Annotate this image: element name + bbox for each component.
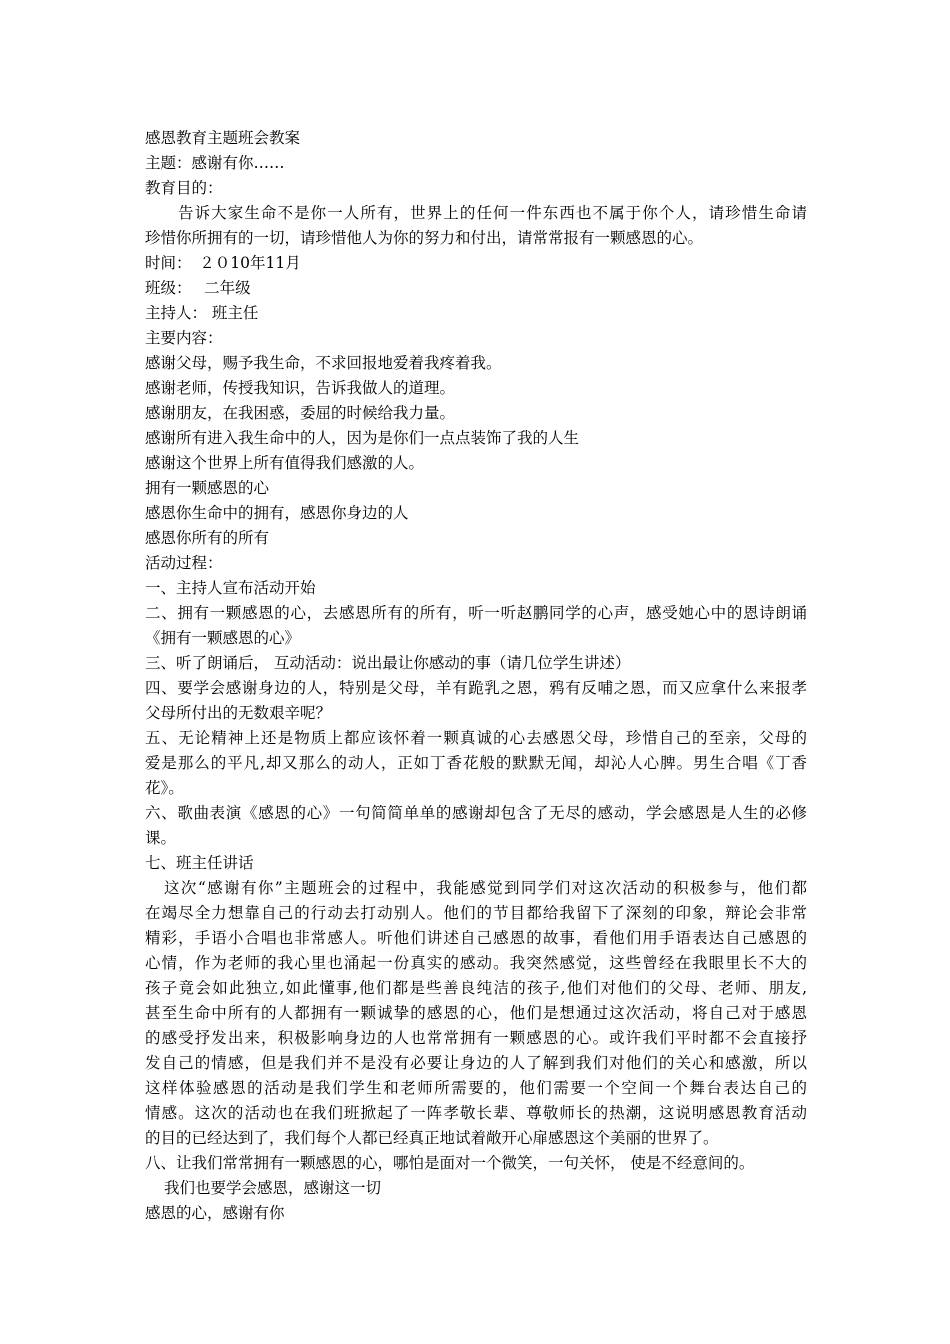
speech-line: 精彩，手语小合唱也非常感人。听他们讲述自己感恩的故事，看他们用手语表达自己感恩的 xyxy=(145,929,807,947)
process-step: 二、拥有一颗感恩的心，去感恩所有的所有，听一听赵鹏同学的心声，感受她心中的恩诗朗诵 xyxy=(145,604,807,622)
process-step: 五、无论精神上还是物质上都应该怀着一颗真诚的心去感恩父母，珍惜自己的至亲，父母的 xyxy=(145,729,807,747)
speech-line: 孩子竟会如此独立,如此懂事,他们都是些善良纯洁的孩子,他们对他们的父母、老师、朋友, xyxy=(145,979,807,997)
content-item: 感谢父母，赐予我生命，不求回报地爱着我疼着我。 xyxy=(145,354,502,372)
grade-line: 班级： 二年级 xyxy=(145,279,251,297)
content-item: 感恩你所有的所有 xyxy=(145,529,270,547)
process-step: 四、要学会感谢身边的人，特别是父母，羊有跪乳之恩，鸦有反哺之恩，而又应拿什么来报孝 xyxy=(145,679,807,697)
speech-line: 这次“感谢有你”主题班会的过程中，我能感觉到同学们对这次活动的积极参与，他们都 xyxy=(164,879,807,897)
content-item: 感谢所有进入我生命中的人，因为是你们一点点装饰了我的人生 xyxy=(145,429,580,447)
purpose-line: 告诉大家生命不是你一人所有，世界上的任何一件东西也不属于你个人，请珍惜生命请 xyxy=(178,204,807,222)
content-item: 感谢这个世界上所有值得我们感激的人。 xyxy=(145,454,425,472)
time-line: 时间： ２０10年11月 xyxy=(145,254,301,272)
content-item: 感谢朋友，在我困惑，委屈的时候给我力量。 xyxy=(145,404,456,422)
purpose-line: 珍惜你所拥有的一切，请珍惜他人为你的努力和付出，请常常报有一颗感恩的心。 xyxy=(145,229,704,247)
content-label: 主要内容： xyxy=(145,329,223,347)
content-item: 感谢老师，传授我知识，告诉我做人的道理。 xyxy=(145,379,456,397)
last-line: 感恩的心，感谢有你 xyxy=(145,1204,285,1222)
process-step: 课。 xyxy=(145,829,177,847)
speech-line: 甚至生命中所有的人都拥有一颗诚挚的感恩的心，他们是想通过这次活动，将自己对于感恩 xyxy=(145,1004,807,1022)
process-step: 《拥有一颗感恩的心》 xyxy=(145,629,301,647)
purpose-label: 教育目的： xyxy=(145,179,223,197)
speech-line: 在竭尽全力想靠自己的行动去打动别人。他们的节目都给我留下了深刻的印象，辩论会非常 xyxy=(145,904,807,922)
closing-line: 我们也要学会感恩，感谢这一切 xyxy=(164,1179,382,1197)
doc-title: 感恩教育主题班会教案 xyxy=(145,129,301,147)
host-line: 主持人： 班主任 xyxy=(145,304,259,322)
process-step: 父母所付出的无数艰辛呢？ xyxy=(145,704,332,722)
content-item: 感恩你生命中的拥有，感恩你身边的人 xyxy=(145,504,409,522)
process-step: 花》。 xyxy=(145,779,184,797)
speech-line: 发自己的情感，但是我们并不是没有必要让身边的人了解到我们对他们的关心和感激，所以 xyxy=(145,1054,807,1072)
speech-line: 的感受抒发出来，积极影响身边的人也常常拥有一颗感恩的心。或许我们平时都不会直接抒 xyxy=(145,1029,807,1047)
speech-line: 情感。这次的活动也在我们班掀起了一阵孝敬长辈、尊敬师长的热潮，这说明感恩教育活动 xyxy=(145,1104,807,1122)
step-eight: 八、让我们常常拥有一颗感恩的心，哪怕是面对一个微笑，一句关怀， 使是不经意间的。 xyxy=(145,1154,755,1172)
process-step: 七、班主任讲话 xyxy=(145,854,254,872)
content-item: 拥有一颗感恩的心 xyxy=(145,479,270,497)
speech-line: 这样体验感恩的活动是我们学生和老师所需要的，他们需要一个空间一个舞台表达自己的 xyxy=(145,1079,807,1097)
process-step: 一、主持人宣布活动开始 xyxy=(145,579,316,597)
process-step: 三、听了朗诵后， 互动活动：说出最让你感动的事（请几位学生讲述） xyxy=(145,654,631,672)
process-step: 爱是那么的平凡,却又那么的动人，正如丁香花般的默默无闻，却沁人心脾。男生合唱《丁香 xyxy=(145,754,807,772)
doc-theme: 主题：感谢有你…… xyxy=(145,154,285,172)
speech-line: 心情，作为老师的我心里也涌起一份真实的感动。我突然感觉，这些曾经在我眼里长不大的 xyxy=(145,954,807,972)
process-step: 六、歌曲表演《感恩的心》一句简简单单的感谢却包含了无尽的感动，学会感恩是人生的必修 xyxy=(145,804,807,822)
speech-line: 的目的已经达到了，我们每个人都已经真正地试着敞开心扉感恩这个美丽的世界了。 xyxy=(145,1129,719,1147)
process-label: 活动过程： xyxy=(145,554,223,572)
